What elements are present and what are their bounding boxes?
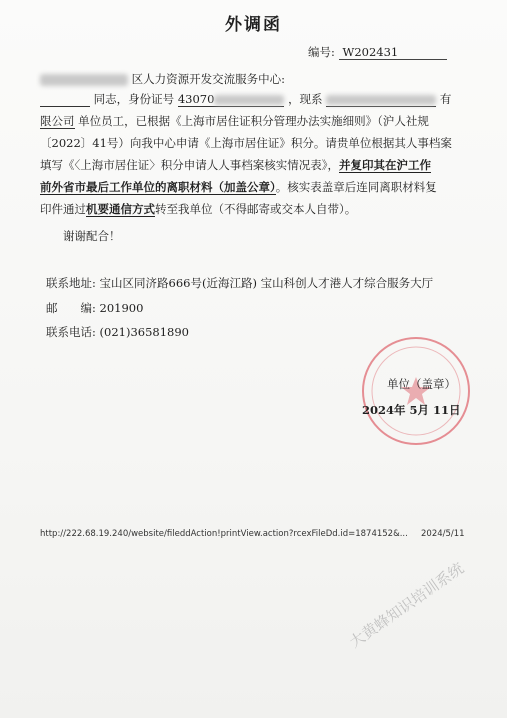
id-number: 43070	[178, 92, 285, 107]
reference-value: W202431	[339, 45, 447, 60]
thanks-line: 谢谢配合！	[63, 229, 121, 243]
body-line-2	[40, 91, 451, 107]
body-text: 有	[439, 92, 452, 106]
recipient-line	[40, 71, 285, 87]
signature-unit: 单位（盖章）	[387, 377, 456, 391]
phone-label: 联系电话:	[46, 325, 96, 339]
postcode-label: 邮 编:	[46, 301, 96, 315]
body-text: ，现系	[288, 92, 323, 106]
body-text: 印件通过	[40, 202, 86, 216]
recipient-text: 区人力资源开发交流服务中心:	[131, 72, 286, 86]
contact-postcode	[46, 300, 143, 316]
reference-number	[308, 44, 447, 60]
watermark-text: 大黄蜂知识培训系统	[346, 559, 468, 652]
company-blank	[326, 92, 436, 107]
body-line-3	[40, 113, 429, 129]
address-label: 联系地址:	[46, 276, 96, 290]
body-line-7	[40, 201, 356, 217]
contact-address	[46, 275, 433, 291]
redacted-id	[214, 95, 284, 105]
postcode-value: 201900	[99, 301, 144, 315]
redacted-company	[326, 95, 436, 105]
footer-date: 2024/5/11	[421, 529, 465, 539]
name-blank	[40, 92, 90, 107]
body-text: 填写《〈上海市居住证〉积分申请人人事档案核实情况表》，	[40, 158, 339, 172]
body-line-6	[40, 179, 437, 195]
body-text: 同志，身份证号	[93, 92, 175, 106]
reference-label: 编号:	[308, 45, 335, 59]
company-suffix: 限公司	[40, 114, 75, 128]
body-text: 转至我单位（不得邮寄或交本人自带）。	[155, 202, 357, 216]
contact-phone	[46, 324, 189, 340]
body-line-5	[40, 157, 431, 173]
phone-value: (021)36581890	[99, 325, 189, 339]
body-text: 单位员工，已根据《上海市居住证积分管理办法实施细则》（沪人社规	[78, 114, 429, 128]
emphasis-text: 前外省市最后工作单位的离职材料（加盖公章）	[40, 180, 276, 194]
body-line-4: 〔2022〕41号）向我中心申请《上海市居住证》积分。请贵单位根据其人事档案	[40, 136, 452, 150]
document-title: 外调函	[225, 15, 282, 35]
emphasis-text: 并复印其在沪工作	[339, 158, 431, 172]
body-text: 。核实表盖章后连同离职材料复	[275, 180, 437, 194]
footer-url: http://222.68.19.240/website/fileddAction!printView.action?rcexFileDd.id=1874152&...	[40, 529, 408, 539]
redacted-district	[40, 74, 128, 86]
emphasis-text: 机要通信方式	[86, 202, 155, 216]
address-value: 宝山区同济路666号(近海江路) 宝山科创人才港人才综合服务大厅	[99, 276, 434, 290]
signature-date: 2024年 5月 11日	[362, 403, 461, 417]
